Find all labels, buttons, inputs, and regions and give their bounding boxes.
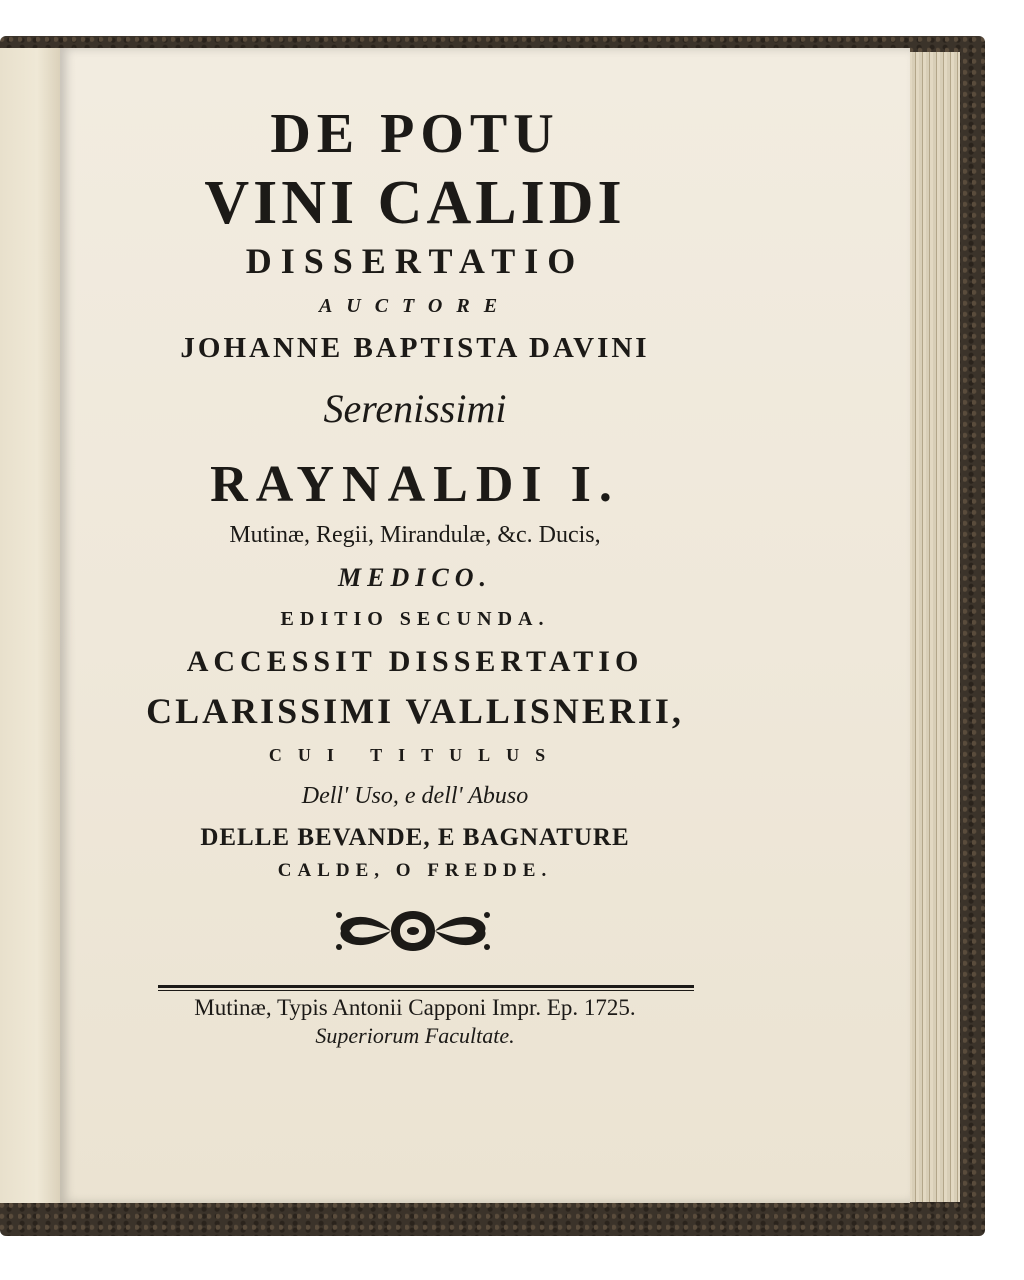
patron-titles: Mutinæ, Regii, Mirandulæ, &c. Ducis, — [229, 522, 601, 548]
title-line-1: DE POTU — [270, 103, 560, 165]
subtitle-line-1: Dell' Uso, e dell' Abuso — [301, 783, 529, 809]
title-line-2: VINI CALIDI — [204, 169, 626, 237]
subtitle-line-2: DELLE BEVANDE, E BAGNATURE — [200, 824, 630, 851]
patron-name: RAYNALDI I. — [210, 456, 620, 513]
title-line-3: DISSERTATIO — [245, 241, 585, 281]
author-name: JOHANNE BAPTISTA DAVINI — [180, 332, 650, 364]
serenissimi-text: Serenissimi — [323, 386, 507, 431]
permission-text: Superiorum Facultate. — [315, 1023, 515, 1048]
accessit-text: ACCESSIT DISSERTATIO — [186, 645, 644, 678]
second-author: CLARISSIMI VALLISNERII, — [146, 691, 684, 731]
imprint-rule-thick — [158, 985, 694, 988]
imprint-rule-thin — [158, 990, 694, 991]
edition-text: EDITIO SECUNDA. — [280, 608, 550, 630]
printer-ornament-icon — [333, 903, 493, 959]
page-edges — [905, 52, 960, 1202]
auctore-label: AUCTORE — [318, 295, 512, 317]
cui-titulus: CUI TITULUS — [268, 745, 562, 765]
left-page-edge — [0, 48, 62, 1203]
role-medico: MEDICO. — [338, 563, 492, 592]
subtitle-line-3: CALDE, O FREDDE. — [277, 860, 553, 881]
imprint-text: Mutinæ, Typis Antonii Capponi Impr. Ep. 1725. — [194, 995, 636, 1020]
